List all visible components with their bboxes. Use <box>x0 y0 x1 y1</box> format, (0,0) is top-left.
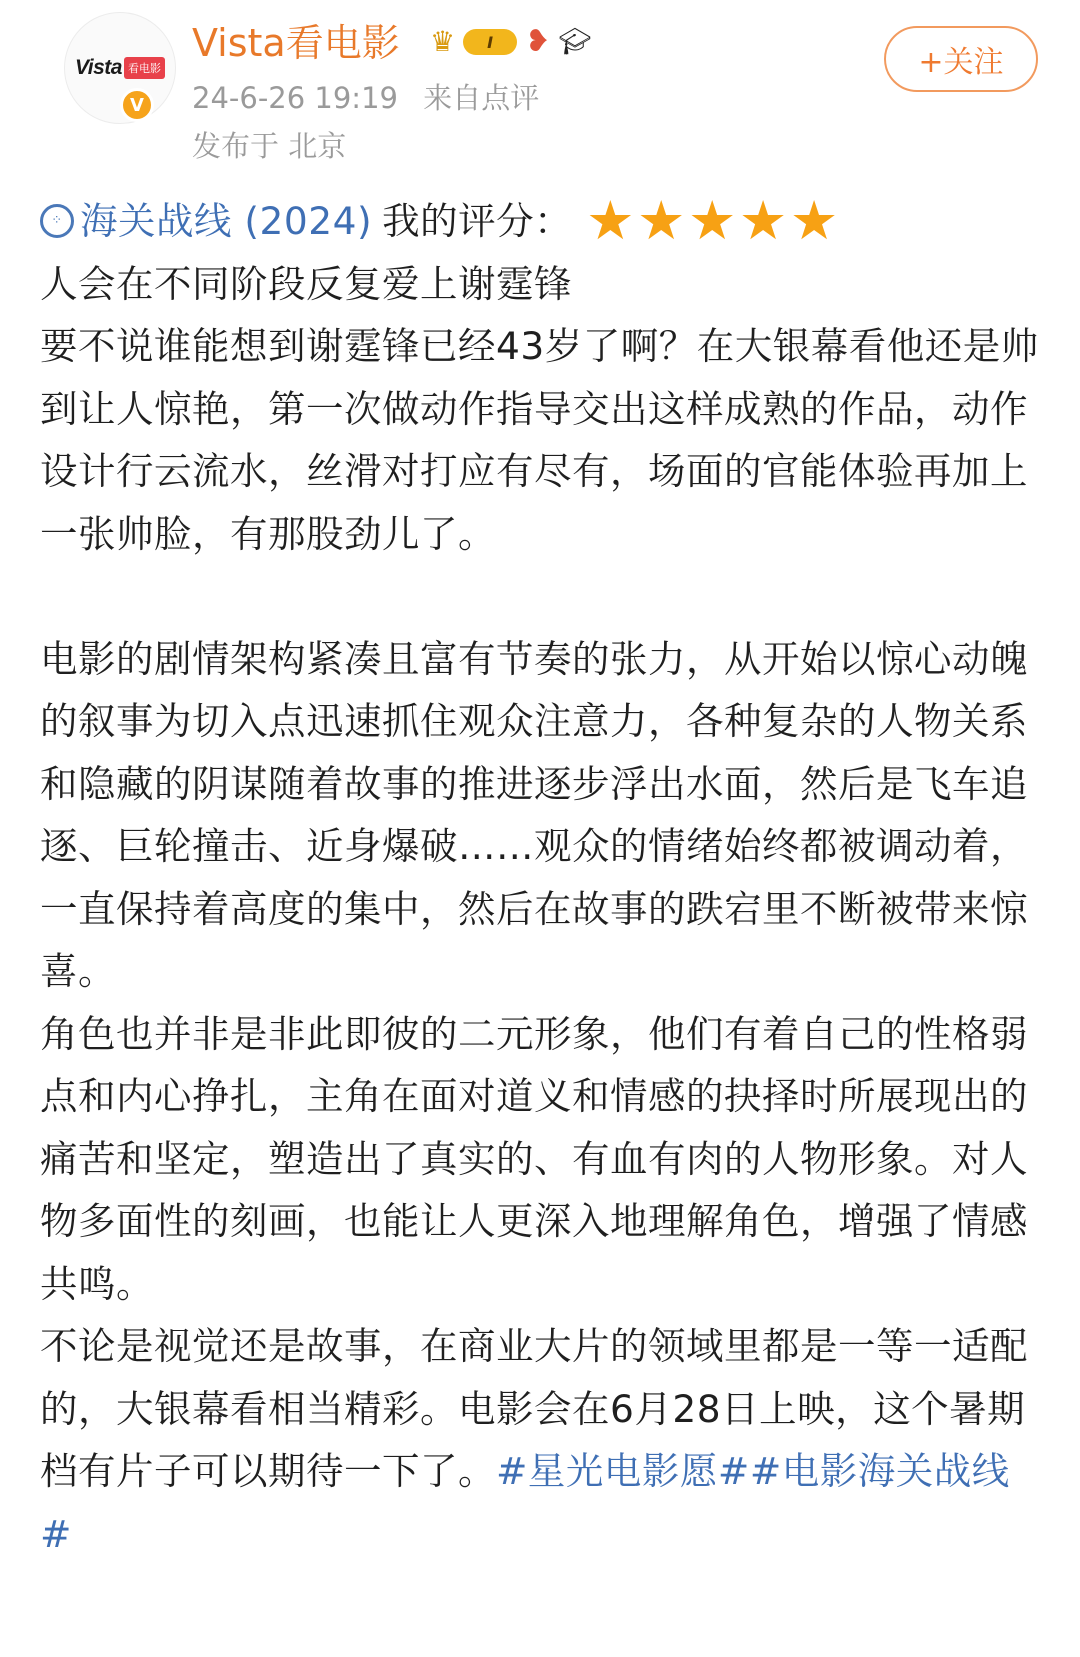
badge-row <box>430 26 591 58</box>
star-icon: ★ <box>687 189 737 253</box>
post-paragraph: 角色也并非是非此即彼的二元形象，他们有着自己的性格弱点和内心挣扎，主角在面对道义和情感的抉择时所展现出的痛苦和坚定，塑造出了真实的、有血有肉的人物形象。对人物多面性的刻画，也能让人更深入地理解角色，增强了情感共鸣。 <box>40 1011 1028 1306</box>
post-header <box>0 0 1080 180</box>
follow-button[interactable]: +关注 <box>884 26 1038 92</box>
post-paragraph-text: 不论是视觉还是故事，在商业大片的领域里都是一等一适配的，大银幕看相当精彩。电影会在6月28日上映，这个暑期档有片子可以期待一下了。 <box>40 1324 1028 1493</box>
verified-icon: V <box>120 88 154 122</box>
post-location: 发布于 北京 <box>192 129 347 163</box>
post-timestamp: 24-6-26 19:19 <box>192 81 398 115</box>
paragraph-gap <box>40 565 1040 628</box>
post-paragraph: 电影的剧情架构紧凑且富有节奏的张力，从开始以惊心动魄的叙事为切入点迅速抓住观众注意力，各种复杂的人物关系和隐藏的阴谋随着故事的推进逐步浮出水面，然后是飞车追逐、巨轮撞击、近身爆破……观众的情绪始终都被调动着，一直保持着高度的集中，然后在故事的跌宕里不断被带来惊喜。 <box>40 636 1028 993</box>
avatar-brand: Vista <box>75 56 122 79</box>
film-reel-icon: ⁘ <box>40 204 74 238</box>
star-icon: ★ <box>586 189 636 253</box>
star-rating <box>586 190 841 252</box>
star-icon: ★ <box>637 189 686 253</box>
star-icon: ★ <box>738 189 788 253</box>
post-paragraph: 要不说谁能想到谢霆锋已经43岁了啊？在大银幕看他还是帅到让人惊艳，第一次做动作指导交出这样成熟的作品，动作设计行云流水，丝滑对打应有尽有，场面的官能体验再加上一张帅脸，有那股劲儿了。 <box>40 324 1039 556</box>
hashtag-link[interactable]: #星光电影愿# <box>496 1449 750 1493</box>
crown-icon[interactable]: ♛ <box>430 25 456 58</box>
star-icon: ★ <box>789 189 839 253</box>
film-title-link[interactable]: 海关战线 (2024) <box>80 199 373 243</box>
graduation-cap-icon[interactable]: 🎓︎ <box>558 27 592 57</box>
level-badge[interactable]: I <box>463 29 517 55</box>
post-meta <box>192 76 539 120</box>
post-paragraph: 人会在不同阶段反复爱上谢霆锋 <box>40 261 572 306</box>
post-source[interactable]: 来自点评 <box>423 81 540 115</box>
post-content <box>40 190 1040 1565</box>
hashtag-link[interactable]: #电影海关战线# <box>40 1449 1010 1556</box>
user-name[interactable]: Vista看电影 <box>192 21 400 65</box>
post-paragraph-final <box>40 1315 1040 1565</box>
rating-line <box>40 190 1040 253</box>
avatar-tag: 看电影 <box>124 57 165 79</box>
fish-icon[interactable]: ❥ <box>525 24 551 59</box>
rating-label: 我的评分： <box>382 199 573 243</box>
